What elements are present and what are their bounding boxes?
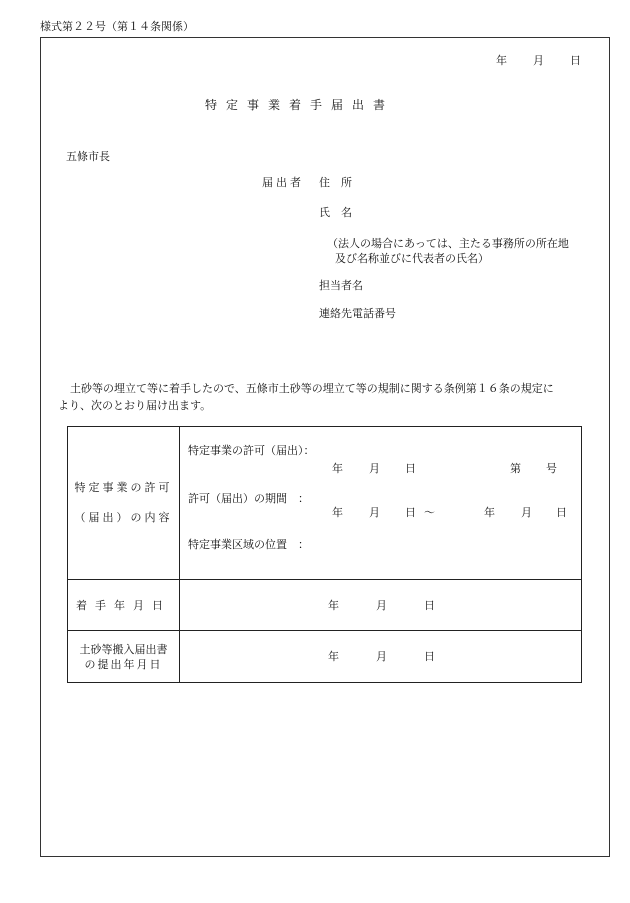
- body-text-line2: より、次のとおり届け出ます。: [58, 399, 212, 412]
- period-start-year: 年: [332, 506, 343, 519]
- name-label: 氏 名: [319, 206, 352, 219]
- permit-year: 年: [332, 462, 343, 475]
- address-label: 住 所: [319, 176, 352, 189]
- row1-label-cell: [68, 427, 180, 580]
- month-label: 月: [533, 54, 544, 67]
- start-day: 日: [424, 599, 435, 612]
- phone-label: 連絡先電話番号: [319, 307, 396, 320]
- submission-day: 日: [424, 650, 435, 663]
- form-number: 様式第２２号（第１４条関係）: [40, 20, 194, 33]
- addressee: 五條市長: [66, 150, 110, 163]
- permit-number-suffix: 号: [546, 462, 557, 475]
- row1-content-cell: [180, 427, 582, 580]
- row1-label: [68, 473, 179, 533]
- permit-label: 特定事業の許可（届出）：: [188, 444, 315, 457]
- row2-label-cell: [68, 580, 180, 631]
- permit-day: 日: [405, 462, 416, 475]
- details-table: [67, 426, 582, 683]
- submission-date: [496, 55, 581, 66]
- period-start-month: 月: [369, 506, 380, 519]
- applicant-role-label: 届出者: [262, 176, 304, 189]
- row3-content-cell: [180, 631, 582, 683]
- row3-label-line1: 土砂等搬入届出書: [79, 642, 168, 656]
- start-month: 月: [376, 599, 387, 612]
- submission-year: 年: [328, 650, 339, 663]
- row3-label-cell: [68, 631, 180, 683]
- corporation-note-line1: （法人の場合にあっては、主たる事務所の所在地: [327, 237, 569, 250]
- body-text-line1: 土砂等の埋立て等に着手したので、五條市土砂等の埋立て等の規制に関する条例第１６条の規定に: [70, 382, 554, 395]
- submission-month: 月: [376, 650, 387, 663]
- table-row: [68, 580, 582, 631]
- start-year: 年: [328, 599, 339, 612]
- period-start-day: 日: [405, 506, 416, 519]
- period-tilde: ～: [424, 506, 435, 519]
- corporation-note-line2: 及び名称並びに代表者の氏名）: [335, 252, 489, 265]
- permit-month: 月: [369, 462, 380, 475]
- body-text: [58, 380, 598, 414]
- year-label: 年: [496, 54, 507, 67]
- table-row: [68, 631, 582, 683]
- submission-date-label: [68, 642, 179, 672]
- row3-label-line2: の提出年月日: [84, 657, 163, 671]
- table-row: [68, 427, 582, 580]
- contact-person-label: 担当者名: [319, 279, 363, 292]
- document-title: 特定事業着手届出書: [205, 98, 395, 112]
- period-end-year: 年: [484, 506, 495, 519]
- corporation-note: [327, 236, 597, 266]
- row2-content-cell: [180, 580, 582, 631]
- period-label: 許可（届出）の期間 ：: [188, 492, 309, 505]
- start-date-label: 着手年月日: [76, 599, 171, 612]
- period-end-day: 日: [556, 506, 567, 519]
- permit-number-prefix: 第: [510, 462, 521, 475]
- day-label: 日: [570, 54, 581, 67]
- period-end-month: 月: [521, 506, 532, 519]
- row1-label-line1: 特定事業の許可: [74, 481, 173, 494]
- location-label: 特定事業区域の位置 ：: [188, 538, 309, 551]
- row1-label-line2: （届出）の内容: [74, 511, 173, 524]
